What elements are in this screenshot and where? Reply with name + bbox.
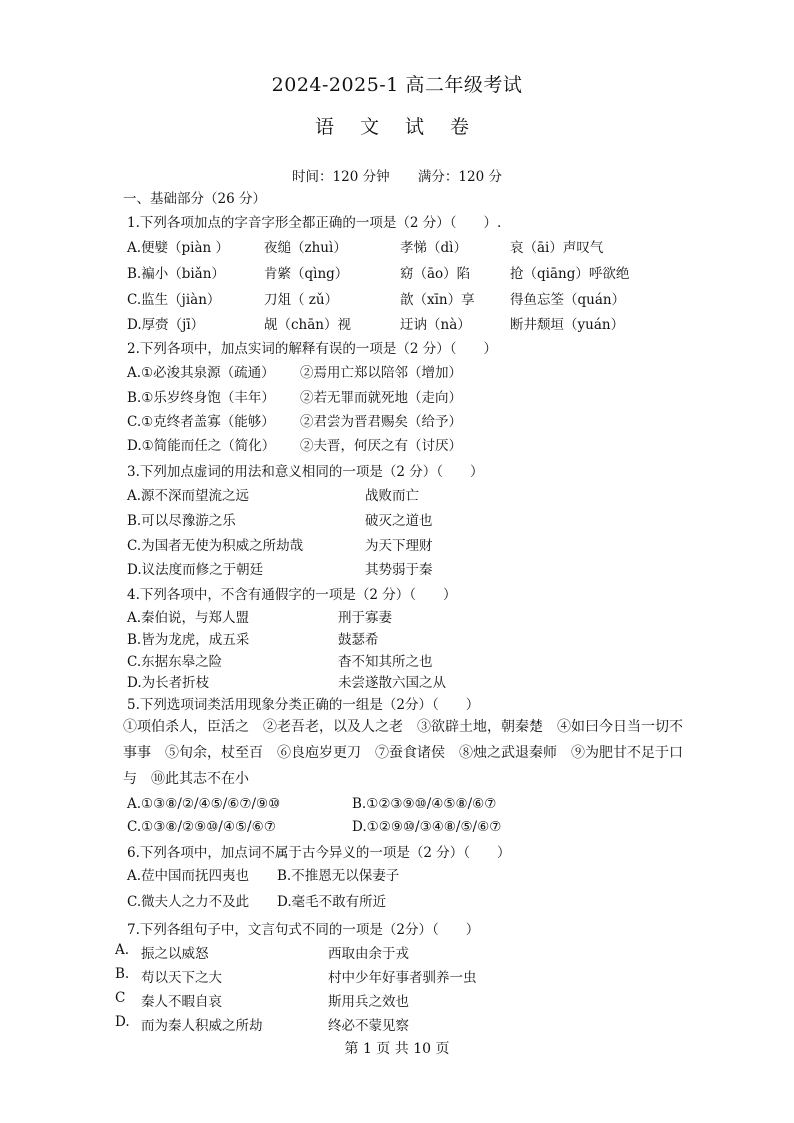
option-cell: A.源不深而望流之远 bbox=[127, 488, 250, 504]
option-cell: 哀（āi）声叹气 bbox=[510, 240, 604, 256]
question-5-text-line-2: 事事 ⑤旬余，杖至百 ⑥良庖岁更刀 ⑦蚕食诸侯 ⑧烛之武退秦师 ⑨为肥甘不足于口 bbox=[123, 745, 683, 761]
exam-score: 满分：120 分 bbox=[417, 169, 502, 185]
option-cell: 抢（qiāng）呼欲绝 bbox=[510, 266, 630, 282]
option-cell: 苟以天下之大 bbox=[141, 970, 222, 986]
option-cell: 觇（chān）视 bbox=[264, 317, 351, 333]
question-5-stem: 5.下列选项词类活用现象分类正确的一组是（2分）（ ） bbox=[127, 697, 480, 713]
option-cell: C.东据东皋之险 bbox=[127, 654, 223, 670]
option-cell: B.可以尽豫游之乐 bbox=[127, 513, 236, 529]
option-cell: 其势弱于秦 bbox=[365, 562, 433, 578]
question-5-text-line-3: 与 ⑩此其志不在小 bbox=[123, 771, 249, 787]
question-5-text-line-1: ①项伯杀人，臣活之 ②老吾老，以及人之老 ③欲辟土地，朝秦楚 ④如曰今日当一切不 bbox=[123, 719, 683, 735]
option-cell: 刑于寡妻 bbox=[338, 610, 392, 626]
option-cell: ②君尝为晋君赐矣（给予） bbox=[300, 414, 462, 430]
page-number: 第 1 页 共 10 页 bbox=[344, 1041, 450, 1057]
option-cell: 战败而亡 bbox=[365, 488, 419, 504]
option-cell: B.褊小（biǎn） bbox=[127, 266, 225, 282]
option-cell: C.①克终者盖寡（能够） bbox=[127, 414, 275, 430]
option-cell: 刀俎（ zǔ） bbox=[264, 292, 339, 308]
exam-meta bbox=[0, 165, 794, 185]
option-cell: A.秦伯说，与郑人盟 bbox=[127, 610, 250, 626]
option-cell: B.①②③⑨⑩/④⑤⑧/⑥⑦ bbox=[352, 796, 497, 812]
option-cell: 杳不知其所之也 bbox=[338, 654, 433, 670]
option-cell: D.①②⑨⑩/③④⑧/⑤/⑥⑦ bbox=[352, 819, 502, 835]
option-cell: 为天下理财 bbox=[365, 538, 433, 554]
option-cell: 斯用兵之效也 bbox=[328, 994, 409, 1010]
question-1-stem: 1.下列各项加点的字音字形全都正确的一项是（2 分）（ ）. bbox=[127, 215, 502, 231]
option-cell: 未尝遂散六国之从 bbox=[338, 675, 446, 691]
option-cell: 孝悌（dì） bbox=[400, 240, 467, 256]
exam-time: 时间：120 分钟 bbox=[292, 169, 390, 185]
option-cell: A.莅中国而抚四夷也 bbox=[127, 868, 250, 884]
option-cell: ②夫晋，何厌之有（讨厌） bbox=[300, 438, 462, 454]
option-cell: 迂讷（nà） bbox=[400, 317, 471, 333]
option-cell: C.①③⑧/②⑨⑩/④⑤/⑥⑦ bbox=[127, 819, 276, 835]
question-7-stem: 7.下列各组句子中，文言句式不同的一项是（2分）（ ） bbox=[127, 922, 480, 938]
exam-subtitle: 语 文 试 卷 bbox=[314, 116, 480, 138]
option-cell: 村中少年好事者驯养一虫 bbox=[328, 970, 477, 986]
option-cell: A.①③⑧/②/④⑤/⑥⑦/⑨⑩ bbox=[127, 796, 281, 812]
option-cell: A.便嬖（piàn ） bbox=[127, 240, 230, 256]
question-4-stem: 4.下列各项中，不含有通假字的一项是（2 分）（ ） bbox=[127, 587, 457, 603]
option-cell: D.为长者折枝 bbox=[127, 675, 210, 691]
option-cell: D.议法度而修之于朝廷 bbox=[127, 562, 264, 578]
option-letter: A. bbox=[115, 942, 130, 958]
option-cell: C.监生（jiàn） bbox=[127, 292, 221, 308]
option-cell: 得鱼忘筌（quán） bbox=[510, 292, 626, 308]
option-cell: 秦人不暇自哀 bbox=[141, 994, 222, 1010]
option-cell: 而为秦人积威之所劫 bbox=[141, 1018, 263, 1034]
option-cell: 肯綮（qìng） bbox=[264, 266, 349, 282]
option-cell: 西取由余于戎 bbox=[328, 946, 409, 962]
question-3-stem: 3.下列加点虚词的用法和意义相同的一项是（2 分）（ ） bbox=[127, 464, 484, 480]
option-cell: C.为国者无使为积威之所劫哉 bbox=[127, 538, 304, 554]
option-cell: D.毫毛不敢有所近 bbox=[277, 894, 387, 910]
exam-title: 2024-2025-1 高二年级考试 bbox=[271, 74, 523, 96]
option-cell: 终必不蒙见察 bbox=[328, 1018, 409, 1034]
option-letter: C bbox=[115, 990, 126, 1006]
question-6-stem: 6.下列各项中，加点词不属于古今异义的一项是（2 分）（ ） bbox=[127, 845, 511, 861]
question-2-stem: 2.下列各项中，加点实词的解释有误的一项是（2 分）（ ） bbox=[127, 341, 498, 357]
option-cell: B.皆为龙虎，成五采 bbox=[127, 632, 250, 648]
option-cell: 断井颓垣（yuán） bbox=[510, 317, 625, 333]
option-letter: B. bbox=[115, 966, 130, 982]
section-heading: 一、基础部分（26 分） bbox=[123, 191, 266, 207]
option-cell: 鼓瑟希 bbox=[338, 632, 379, 648]
option-cell: ②焉用亡郑以陪邻（增加） bbox=[300, 365, 462, 381]
option-cell: 破灭之道也 bbox=[365, 513, 433, 529]
option-cell: 夜缒（zhuì） bbox=[264, 240, 347, 256]
option-cell: C.微夫人之力不及此 bbox=[127, 894, 250, 910]
option-cell: A.①必浚其泉源（疏通） bbox=[127, 365, 275, 381]
option-cell: 窈（āo）陷 bbox=[400, 266, 471, 282]
option-cell: B.①乐岁终身饱（丰年） bbox=[127, 390, 275, 406]
option-cell: D.厚赍（jī） bbox=[127, 317, 205, 333]
option-cell: 歆（xīn）享 bbox=[400, 292, 475, 308]
option-cell: D.①简能而任之（简化） bbox=[127, 438, 276, 454]
option-cell: ②若无罪而就死地（走向） bbox=[300, 390, 462, 406]
option-cell: B.不推恩无以保妻子 bbox=[277, 868, 400, 884]
option-cell: 振之以威怒 bbox=[141, 946, 209, 962]
option-letter: D. bbox=[115, 1014, 130, 1030]
